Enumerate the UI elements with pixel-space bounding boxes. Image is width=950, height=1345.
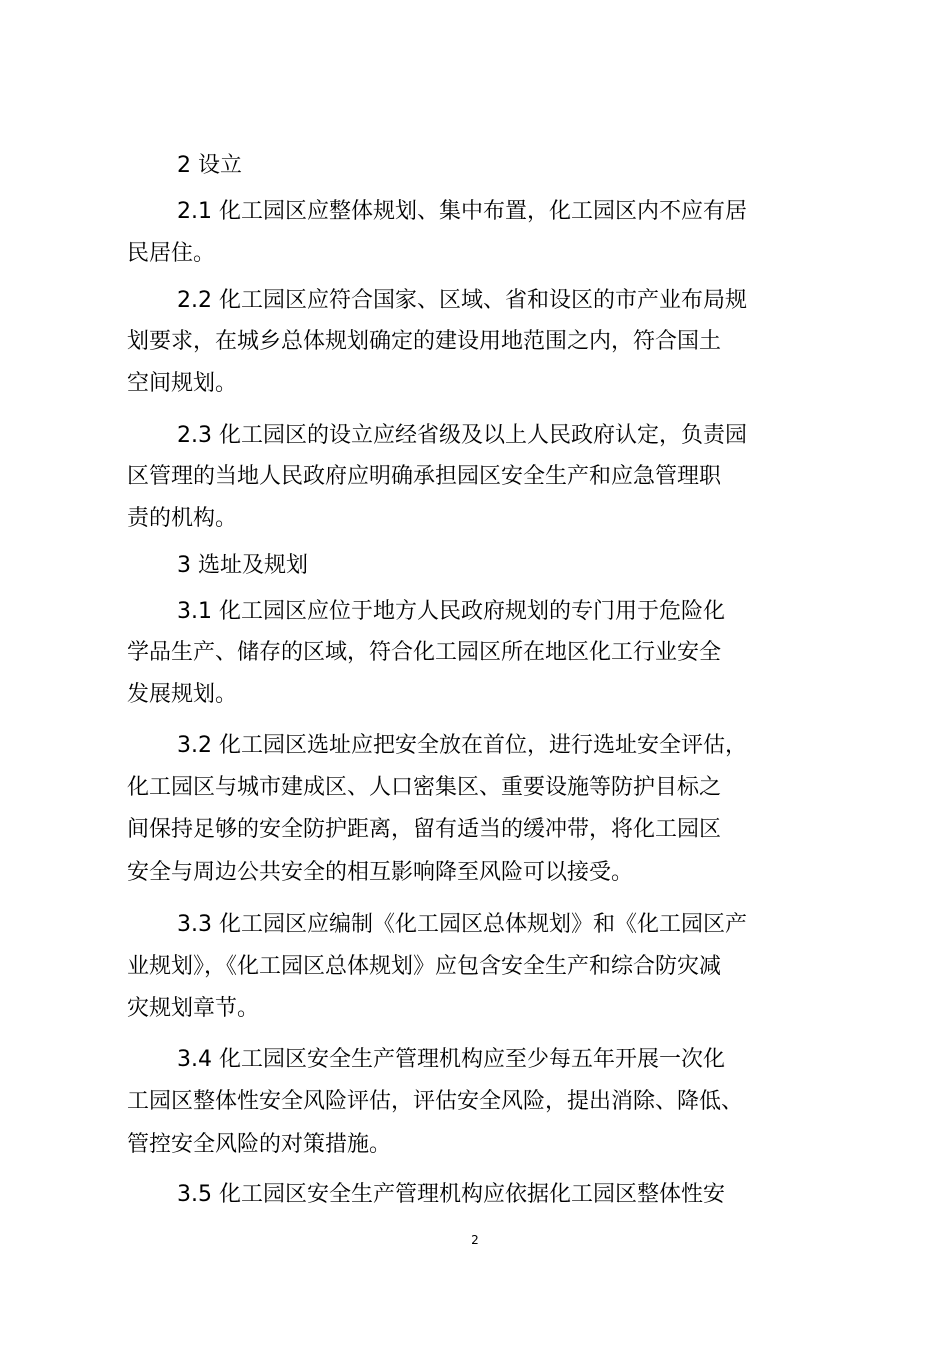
paragraph-line: 3.5 化工园区安全生产管理机构应依据化工园区整体性安 xyxy=(177,1182,725,1207)
paragraph-line: 发展规划。 xyxy=(127,682,238,707)
paragraph-line: 安全与周边公共安全的相互影响降至风险可以接受。 xyxy=(127,860,634,885)
section-heading: 3 选址及规划 xyxy=(177,553,308,578)
paragraph-line: 学品生产、储存的区域，符合化工园区所在地区化工行业安全 xyxy=(127,640,722,665)
section-heading: 2 设立 xyxy=(177,153,242,178)
paragraph-line: 工园区整体性安全风险评估，评估安全风险，提出消除、降低、 xyxy=(127,1089,744,1114)
paragraph-line: 划要求，在城乡总体规划确定的建设用地范围之内，符合国土 xyxy=(127,329,722,354)
paragraph-line: 2.1 化工园区应整体规划、集中布置，化工园区内不应有居 xyxy=(177,199,747,224)
paragraph-line: 3.3 化工园区应编制《化工园区总体规划》和《化工园区产 xyxy=(177,912,747,937)
paragraph-line: 3.4 化工园区安全生产管理机构应至少每五年开展一次化 xyxy=(177,1047,725,1072)
paragraph-line: 区管理的当地人民政府应明确承担园区安全生产和应急管理职 xyxy=(127,464,722,489)
paragraph-line: 2.3 化工园区的设立应经省级及以上人民政府认定，负责园 xyxy=(177,423,747,448)
paragraph-line: 3.2 化工园区选址应把安全放在首位，进行选址安全评估， xyxy=(177,733,747,758)
paragraph-line: 责的机构。 xyxy=(127,506,238,531)
paragraph-line: 空间规划。 xyxy=(127,371,238,396)
paragraph-line: 化工园区与城市建成区、人口密集区、重要设施等防护目标之 xyxy=(127,775,722,800)
paragraph-line: 2.2 化工园区应符合国家、区域、省和设区的市产业布局规 xyxy=(177,288,747,313)
paragraph-line: 灾规划章节。 xyxy=(127,996,260,1021)
page-number: 2 xyxy=(471,1233,479,1247)
paragraph-line: 3.1 化工园区应位于地方人民政府规划的专门用于危险化 xyxy=(177,599,725,624)
paragraph-line: 民居住。 xyxy=(127,241,216,266)
paragraph-line: 间保持足够的安全防护距离，留有适当的缓冲带，将化工园区 xyxy=(127,817,722,842)
paragraph-line: 管控安全风险的对策措施。 xyxy=(127,1132,392,1157)
paragraph-line: 业规划》，《化工园区总体规划》应包含安全生产和综合防灾减 xyxy=(127,954,722,979)
